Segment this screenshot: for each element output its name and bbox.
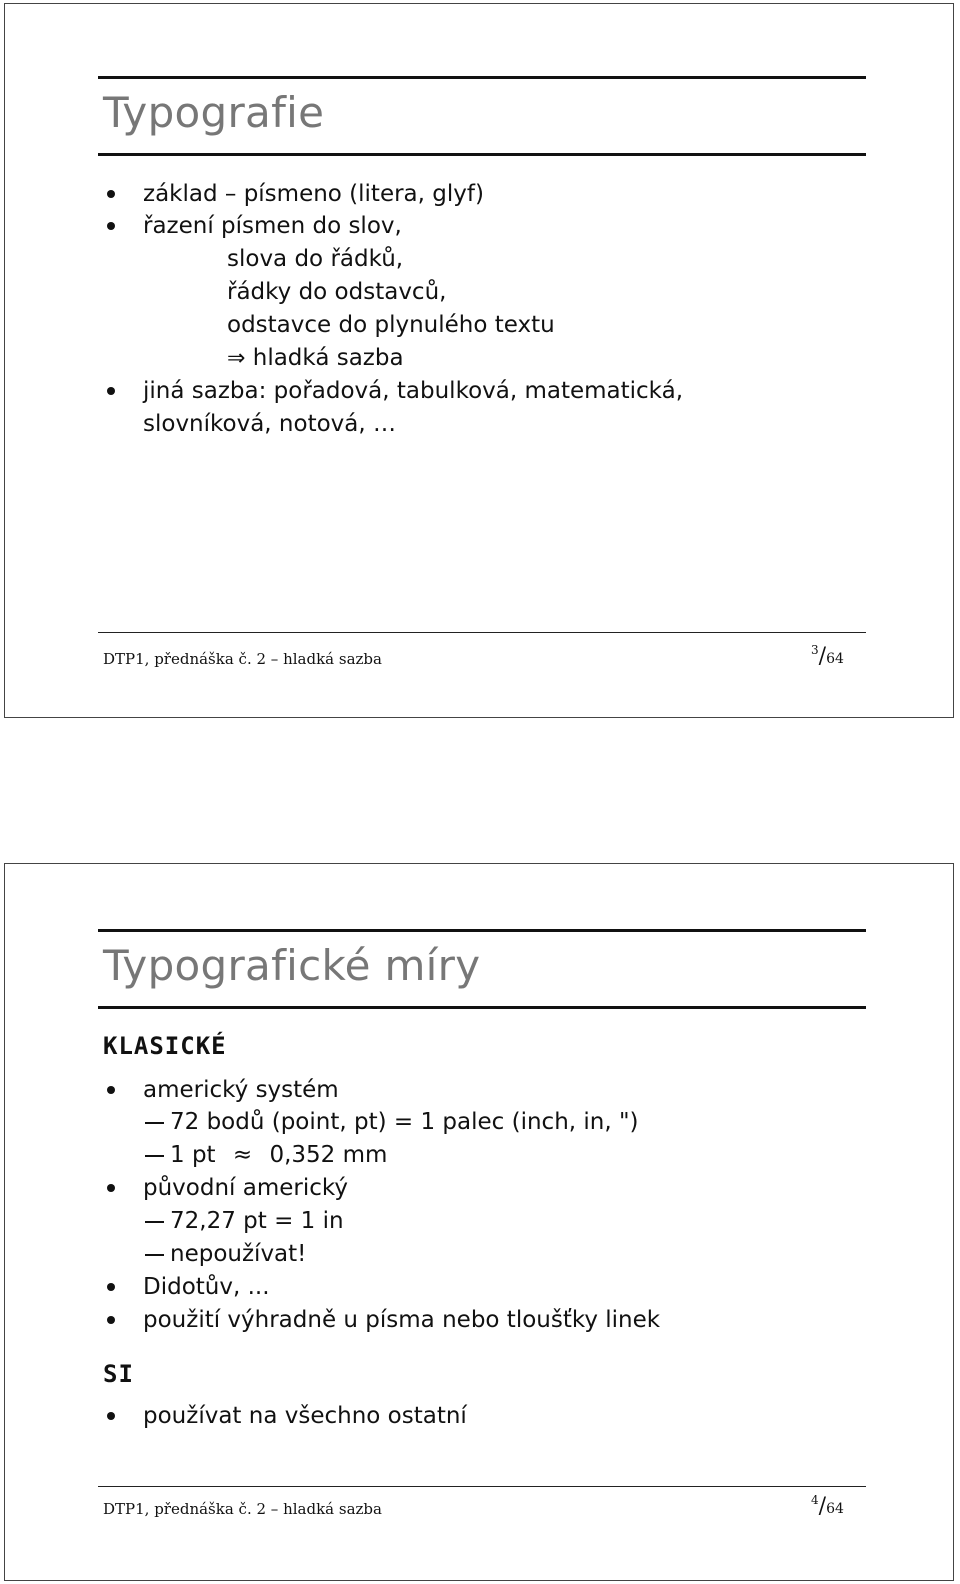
title-rule-top	[98, 76, 866, 79]
footer-text: DTP1, přednáška č. 2 – hladká sazba	[103, 650, 382, 668]
bullet	[107, 1316, 115, 1324]
slide-title: Typografie	[103, 88, 325, 137]
footer-text: DTP1, přednáška č. 2 – hladká sazba	[103, 1500, 382, 1518]
total-pages: 64	[826, 651, 844, 667]
list-item: používat na všechno ostatní	[143, 1403, 467, 1429]
bullet	[107, 1184, 115, 1192]
list-item: jiná sazba: pořadová, tabulková, matematická,	[143, 378, 684, 404]
implies-arrow-icon: ⇒	[227, 346, 246, 371]
bullet	[107, 190, 115, 198]
list-item: americký systém	[143, 1077, 339, 1103]
list-item-continuation: odstavce do plynulého textu	[227, 312, 555, 338]
section-heading-si: SI	[103, 1360, 134, 1388]
current-page: 4	[811, 1493, 819, 1507]
title-rule-bottom	[98, 153, 866, 156]
dash	[145, 1254, 164, 1256]
approx-icon: ≈	[232, 1142, 253, 1168]
list-item: původní americký	[143, 1175, 348, 1201]
list-item: základ – písmeno (litera, glyf)	[143, 181, 484, 207]
list-item-continuation: řádky do odstavců,	[227, 279, 447, 305]
list-item-continuation: slovníková, notová, …	[143, 411, 396, 437]
list-item: použití výhradně u písma nebo tloušťky linek	[143, 1307, 661, 1333]
slide-4	[4, 863, 954, 1581]
sub-item: 1 pt ≈ 0,352 mm	[170, 1142, 388, 1168]
slide-3	[4, 3, 954, 718]
result-text: hladká sazba	[252, 345, 404, 371]
bullet	[107, 1086, 115, 1094]
title-rule-top	[98, 929, 866, 932]
sub-item: 72 bodů (point, pt) = 1 palec (inch, in, ")	[170, 1109, 639, 1135]
title-rule-bottom	[98, 1006, 866, 1009]
bullet	[107, 1412, 115, 1420]
sub-item: 72,27 pt = 1 in	[170, 1208, 344, 1234]
footer-rule	[98, 1486, 866, 1487]
dash	[145, 1122, 164, 1124]
dash	[145, 1221, 164, 1223]
list-item-result	[227, 342, 404, 375]
sub-item: nepoužívat!	[170, 1241, 307, 1267]
footer-rule	[98, 632, 866, 633]
list-item: Didotův, ...	[143, 1274, 270, 1300]
section-heading-classic: KLASICKÉ	[103, 1032, 227, 1060]
list-item: řazení písmen do slov,	[143, 213, 402, 239]
slide-title: Typografické míry	[103, 941, 481, 990]
dash	[145, 1155, 164, 1157]
page-number: $^4$/64	[811, 1493, 844, 1519]
bullet	[107, 222, 115, 230]
current-page: 3	[811, 643, 819, 657]
bullet	[107, 387, 115, 395]
list-item-continuation: slova do řádků,	[227, 246, 404, 272]
page-number: $^3$/64	[811, 643, 844, 669]
total-pages: 64	[826, 1501, 844, 1517]
bullet	[107, 1283, 115, 1291]
